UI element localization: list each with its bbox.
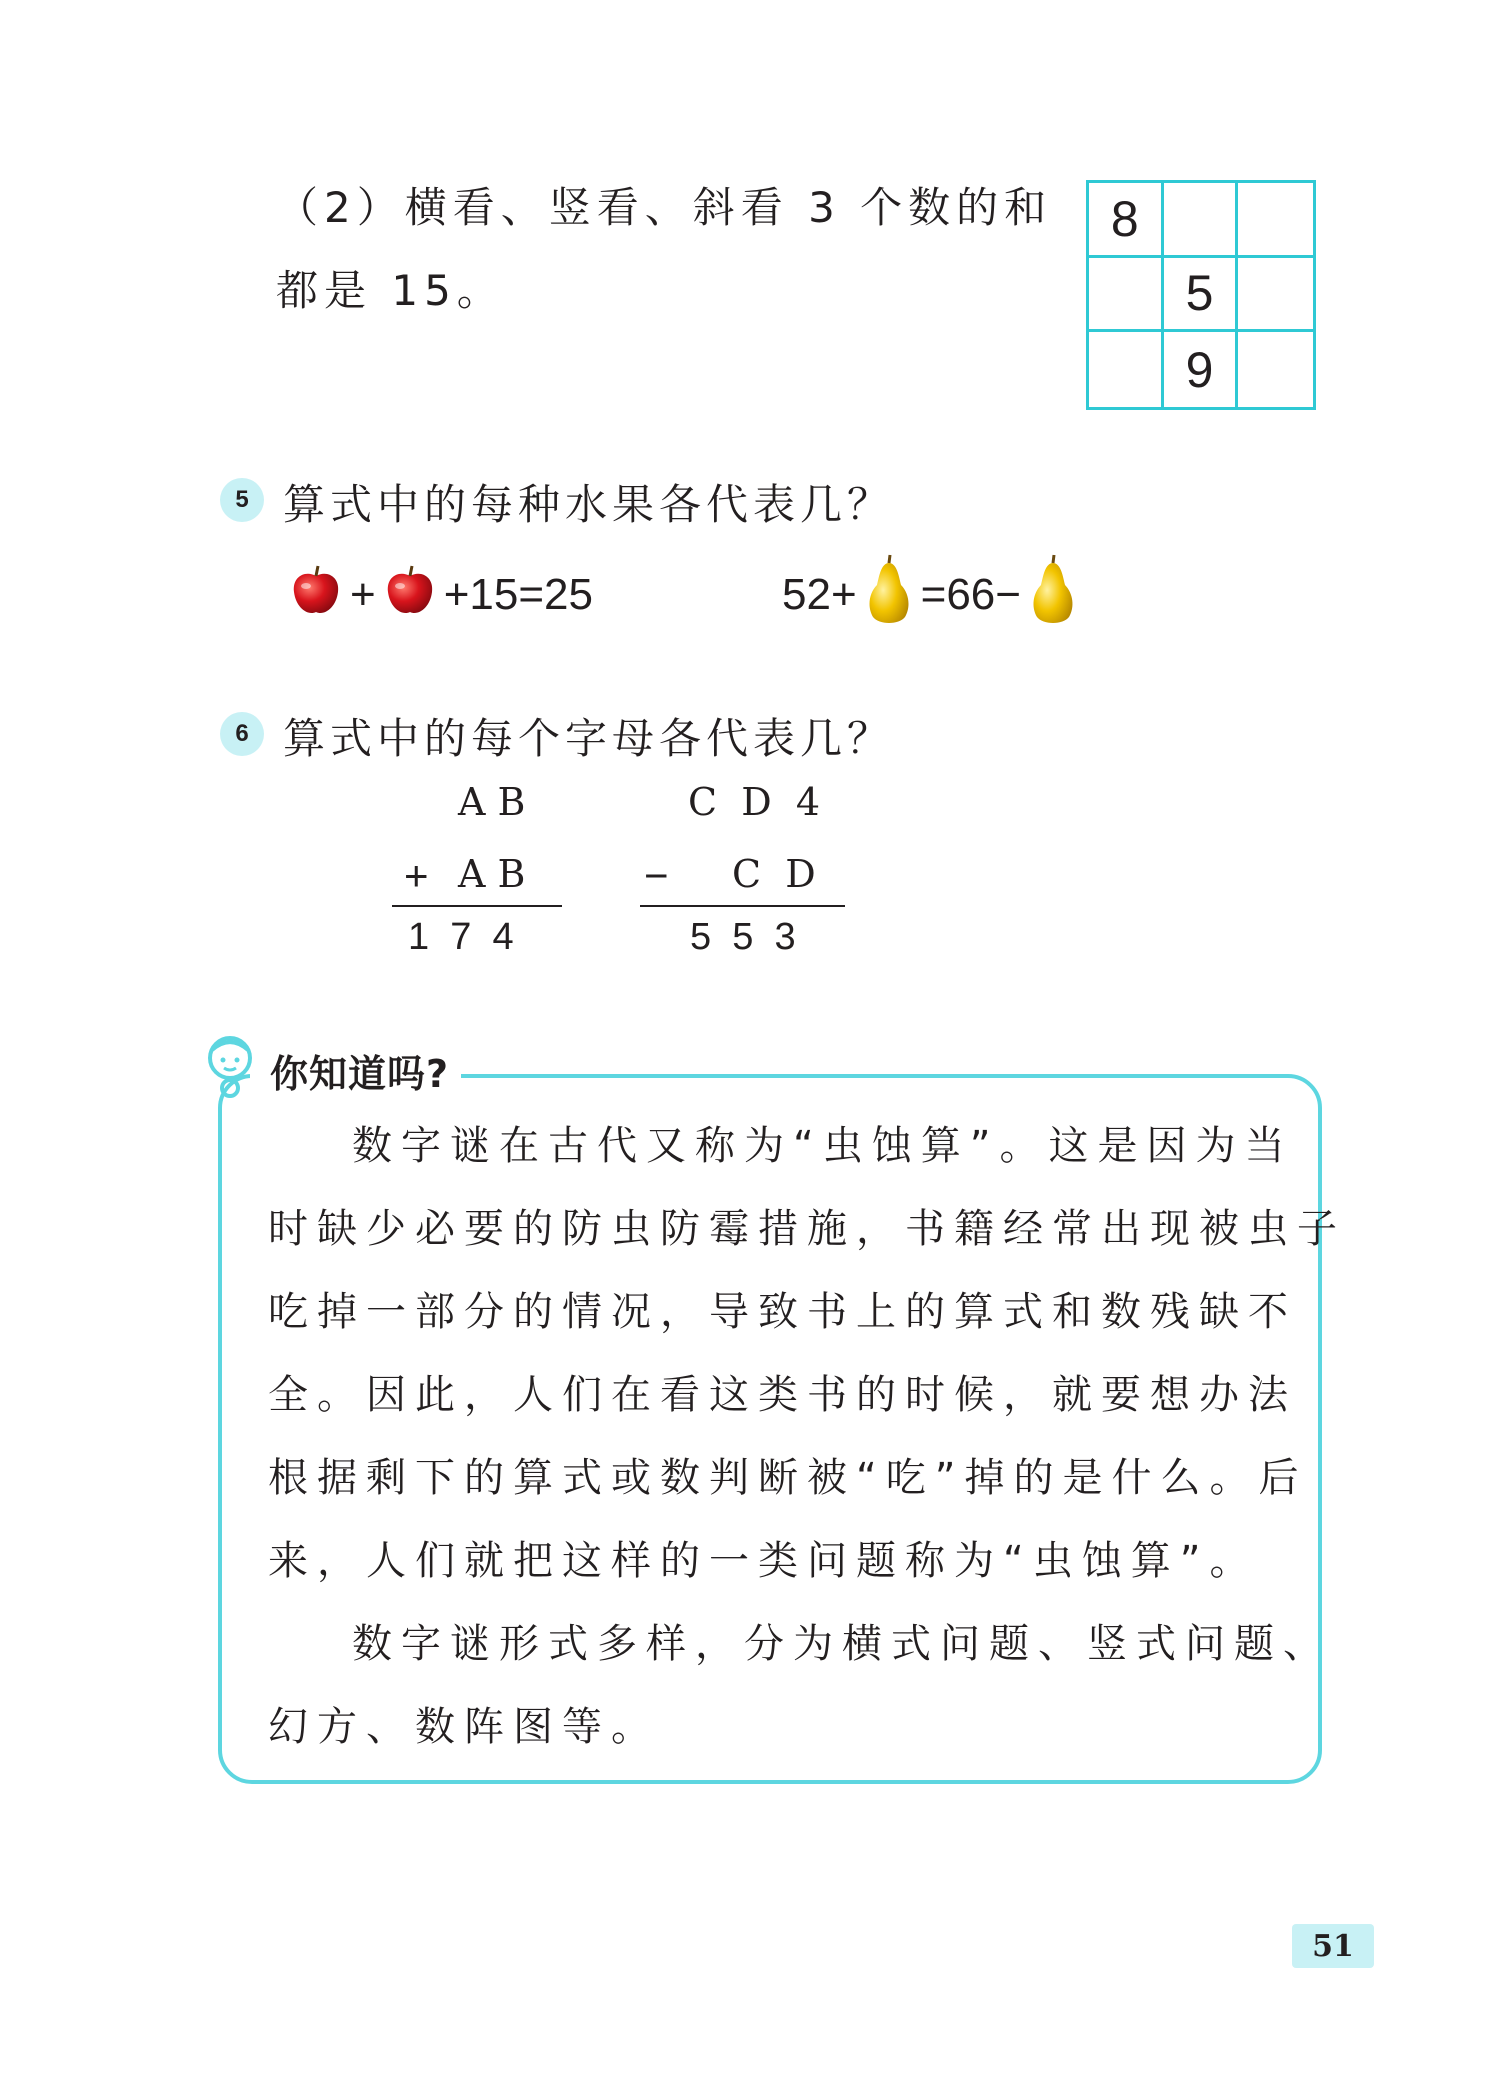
addition-second-row: A B xyxy=(458,852,526,896)
page-number: 51 xyxy=(1292,1924,1374,1968)
subtraction-operator: − xyxy=(644,852,669,899)
grid-cell: 8 xyxy=(1089,183,1164,258)
addition-rule xyxy=(392,905,562,907)
apple-icon xyxy=(382,562,438,629)
grid-cell xyxy=(1164,183,1239,258)
problem2-line1: （2）横看、竖看、斜看 3 个数的和 xyxy=(276,183,1053,232)
plus-sign: + xyxy=(350,570,376,619)
grid-cell xyxy=(1238,332,1313,407)
grid-cell xyxy=(1238,183,1313,258)
grid-cell xyxy=(1238,258,1313,333)
pear-icon xyxy=(1027,553,1079,638)
pear-icon xyxy=(863,553,915,638)
paragraph-line: 吃掉一部分的情况，导致书上的算式和数残缺不 xyxy=(268,1289,1297,1335)
subtraction-rule xyxy=(640,905,845,907)
problem2-line2: 都是 15。 xyxy=(276,266,505,315)
did-you-know-box xyxy=(218,1074,1322,1784)
addition-result: 1 7 4 xyxy=(408,916,514,958)
paragraph-line: 来，人们就把这样的一类问题称为“虫蚀算”。 xyxy=(268,1538,1259,1584)
paragraph-line: 根据剩下的算式或数判断被“吃”掉的是什么。后 xyxy=(268,1455,1308,1501)
paragraph-line: 数字谜形式多样，分为横式问题、竖式问题、 xyxy=(352,1621,1332,1667)
paragraph-line: 全。因此，人们在看这类书的时候，就要想办法 xyxy=(268,1372,1297,1418)
addition-top-row: A B xyxy=(458,780,526,824)
grid-cell xyxy=(1089,332,1164,407)
equation-prefix: 52+ xyxy=(782,570,857,619)
problem-number-badge: 5 xyxy=(220,478,264,522)
paragraph-line: 幻方、数阵图等。 xyxy=(268,1704,660,1750)
equation-middle: =66− xyxy=(920,570,1021,619)
pear-equation xyxy=(782,554,1085,636)
equation-remainder: +15=25 xyxy=(443,570,593,619)
magic-square-grid xyxy=(1086,180,1316,410)
paragraph-line: 时缺少必要的防虫防霉措施，书籍经常出现被虫子 xyxy=(268,1206,1346,1252)
did-you-know-header xyxy=(250,1040,461,1100)
apple-equation xyxy=(282,560,593,630)
grid-cell: 5 xyxy=(1164,258,1239,333)
problem-number-badge: 6 xyxy=(220,712,264,756)
problem5-question: 算式中的每种水果各代表几？ xyxy=(283,480,895,529)
grid-cell: 9 xyxy=(1164,332,1239,407)
addition-operator: + xyxy=(404,852,429,899)
paragraph-line: 数字谜在古代又称为“虫蚀算”。这是因为当 xyxy=(352,1123,1294,1169)
subtraction-result: 5 5 3 xyxy=(690,916,796,958)
did-you-know-title: 你知道吗? xyxy=(270,1051,450,1096)
grid-cell xyxy=(1089,258,1164,333)
problem6-question: 算式中的每个字母各代表几？ xyxy=(283,714,895,763)
cartoon-head-icon xyxy=(202,1032,262,1108)
subtraction-second-row: C D xyxy=(732,852,816,896)
apple-icon xyxy=(288,562,344,629)
subtraction-top-row: C D 4 xyxy=(688,780,821,824)
